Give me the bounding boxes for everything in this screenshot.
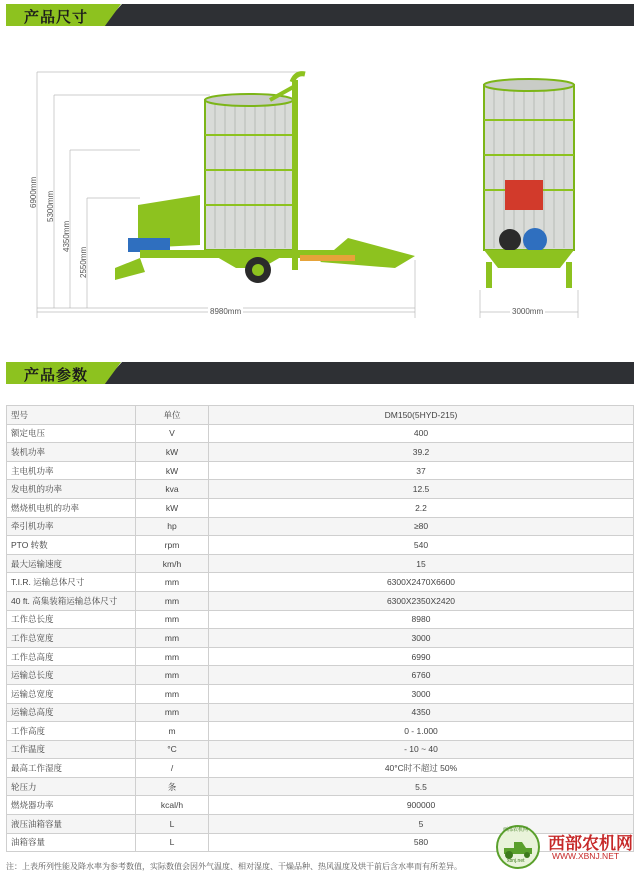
height-label-4350: 4350mm	[62, 220, 71, 252]
spec-name: T.I.R. 运输总体尺寸	[7, 573, 136, 592]
product-params-banner	[6, 362, 634, 384]
spec-row	[7, 424, 634, 443]
spec-value: 5	[209, 815, 634, 834]
spec-unit: hp	[136, 517, 209, 536]
spec-unit: /	[136, 759, 209, 778]
spec-row	[7, 498, 634, 517]
spec-row	[7, 629, 634, 648]
height-label-2550: 2550mm	[79, 246, 88, 278]
watermark-url: WWW.XBNJ.NET	[552, 851, 620, 861]
spec-value: DM150(5HYD-215)	[209, 406, 634, 425]
spec-value: - 10 ~ 40	[209, 740, 634, 759]
spec-value: 3000	[209, 684, 634, 703]
spec-value: 580	[209, 833, 634, 852]
spec-unit: mm	[136, 684, 209, 703]
spec-unit: V	[136, 424, 209, 443]
spec-unit: m	[136, 722, 209, 741]
spec-unit: 条	[136, 777, 209, 796]
spec-row	[7, 406, 634, 425]
height-label-5300: 5300mm	[46, 190, 55, 222]
spec-row	[7, 443, 634, 462]
spec-name: 发电机的功率	[7, 480, 136, 499]
spec-row	[7, 759, 634, 778]
product-size-banner	[6, 4, 634, 26]
spec-name: 工作总宽度	[7, 629, 136, 648]
spec-unit: kcal/h	[136, 796, 209, 815]
spec-row	[7, 703, 634, 722]
spec-table	[6, 405, 634, 852]
spec-name: 工作总长度	[7, 610, 136, 629]
spec-name: 工作总高度	[7, 647, 136, 666]
spec-name: PTO 转数	[7, 536, 136, 555]
length-label: 8980mm	[210, 307, 242, 316]
spec-name: 运输总宽度	[7, 684, 136, 703]
spec-row	[7, 666, 634, 685]
spec-unit: mm	[136, 666, 209, 685]
spec-unit: mm	[136, 647, 209, 666]
spec-value: 6300X2470X6600	[209, 573, 634, 592]
spec-value: 12.5	[209, 480, 634, 499]
spec-unit: kW	[136, 443, 209, 462]
spec-unit: kW	[136, 498, 209, 517]
dimension-drawing	[0, 28, 640, 328]
spec-row	[7, 740, 634, 759]
spec-value: 3000	[209, 629, 634, 648]
banner-bar	[102, 4, 634, 26]
spec-row	[7, 684, 634, 703]
spec-unit: km/h	[136, 554, 209, 573]
spec-unit: 单位	[136, 406, 209, 425]
spec-value: 6990	[209, 647, 634, 666]
spec-row	[7, 777, 634, 796]
spec-row	[7, 647, 634, 666]
spec-value: 6760	[209, 666, 634, 685]
spec-name: 40 ft. 高集装箱运输总体尺寸	[7, 591, 136, 610]
spec-unit: mm	[136, 610, 209, 629]
spec-value: ≥80	[209, 517, 634, 536]
spec-row	[7, 517, 634, 536]
spec-value: 5.5	[209, 777, 634, 796]
dryer-rear-view	[484, 79, 574, 288]
spec-value: 39.2	[209, 443, 634, 462]
watermark-badge-top: 西部农机网	[503, 827, 529, 833]
spec-value: 0 - 1.000	[209, 722, 634, 741]
spec-row	[7, 722, 634, 741]
spec-row	[7, 554, 634, 573]
product-size-title: 产品尺寸	[24, 9, 89, 26]
spec-row	[7, 610, 634, 629]
spec-value: 900000	[209, 796, 634, 815]
spec-name: 运输总高度	[7, 703, 136, 722]
spec-name: 工作温度	[7, 740, 136, 759]
watermark-text: 西部农机网	[548, 834, 633, 853]
spec-name: 最高工作湿度	[7, 759, 136, 778]
spec-row	[7, 796, 634, 815]
spec-row	[7, 480, 634, 499]
spec-name: 轮压力	[7, 777, 136, 796]
spec-value: 540	[209, 536, 634, 555]
spec-unit: L	[136, 833, 209, 852]
spec-value: 8980	[209, 610, 634, 629]
spec-name: 工作高度	[7, 722, 136, 741]
spec-row	[7, 591, 634, 610]
spec-row	[7, 461, 634, 480]
spec-unit: mm	[136, 573, 209, 592]
spec-unit: °C	[136, 740, 209, 759]
spec-value: 4350	[209, 703, 634, 722]
spec-name: 额定电压	[7, 424, 136, 443]
spec-name: 装机功率	[7, 443, 136, 462]
spec-name: 型号	[7, 406, 136, 425]
watermark-badge-bottom: xbnj.net	[507, 858, 525, 864]
spec-name: 油箱容量	[7, 833, 136, 852]
spec-name: 运输总长度	[7, 666, 136, 685]
spec-row	[7, 573, 634, 592]
spec-value: 2.2	[209, 498, 634, 517]
spec-name: 液压油箱容量	[7, 815, 136, 834]
spec-value: 37	[209, 461, 634, 480]
width-label: 3000mm	[512, 307, 544, 316]
spec-name: 最大运输速度	[7, 554, 136, 573]
spec-value: 40°C时不超过 50%	[209, 759, 634, 778]
spec-row	[7, 536, 634, 555]
spec-unit: mm	[136, 703, 209, 722]
spec-unit: rpm	[136, 536, 209, 555]
height-label-6900: 6900mm	[29, 176, 38, 208]
spec-unit: kva	[136, 480, 209, 499]
banner-bar	[102, 362, 634, 384]
spec-name: 主电机功率	[7, 461, 136, 480]
spec-unit: L	[136, 815, 209, 834]
spec-unit: kW	[136, 461, 209, 480]
spec-value: 6300X2350X2420	[209, 591, 634, 610]
spec-name: 燃烧器功率	[7, 796, 136, 815]
spec-unit: mm	[136, 629, 209, 648]
spec-name: 燃烧机电机的功率	[7, 498, 136, 517]
product-params-title: 产品参数	[24, 367, 89, 384]
spec-value: 15	[209, 554, 634, 573]
footnote: 注：上表所列性能及降水率为参考数值，实际数值会因外气温度、相对湿度、干燥品种、热风温度及烘干前后含水率而有所差异。	[6, 862, 462, 871]
spec-unit: mm	[136, 591, 209, 610]
spec-value: 400	[209, 424, 634, 443]
spec-name: 牵引机功率	[7, 517, 136, 536]
dryer-side-view	[115, 74, 415, 283]
